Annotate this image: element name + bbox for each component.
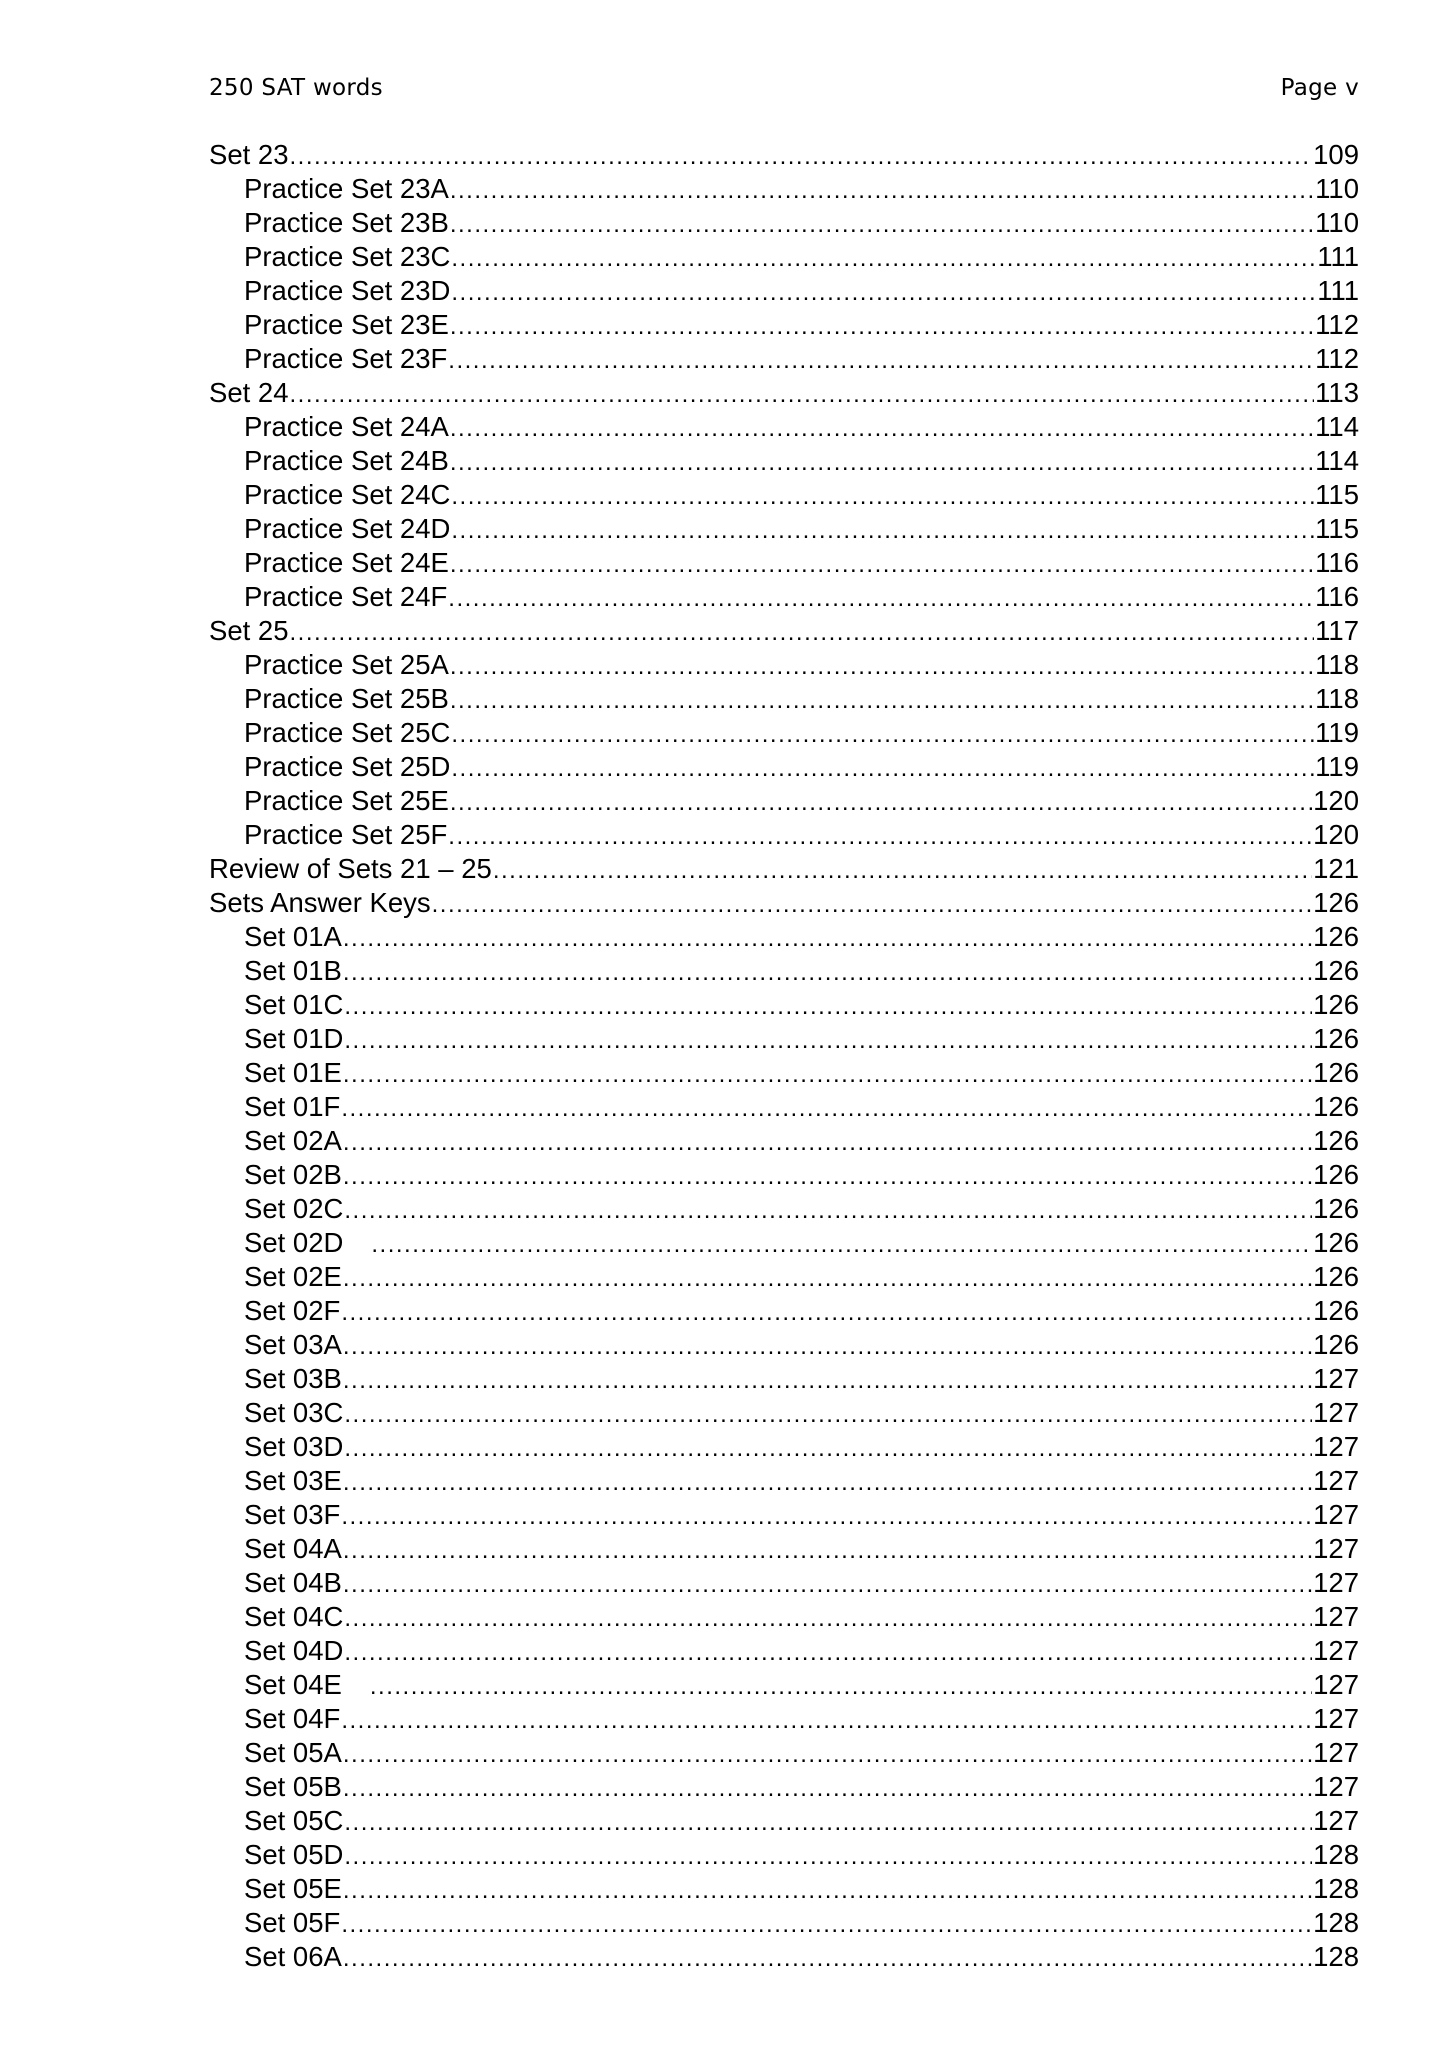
toc-entry-label: Practice Set 25C (244, 717, 451, 748)
dot-leader (450, 548, 1314, 582)
dot-leader (341, 1296, 1312, 1330)
toc-entry[interactable] (209, 206, 1359, 240)
toc-entry[interactable] (209, 274, 1359, 308)
dot-leader (448, 820, 1312, 854)
toc-entry-page-number: 112 (1315, 343, 1359, 374)
dot-leader (343, 1466, 1312, 1500)
toc-entry[interactable] (209, 172, 1359, 206)
toc-entry-label: Set 03D (244, 1431, 344, 1462)
toc-entry[interactable] (209, 444, 1359, 478)
toc-entry[interactable] (209, 1498, 1359, 1532)
toc-entry-page-number: 127 (1313, 1567, 1359, 1598)
toc-entry-page-number: 127 (1313, 1805, 1359, 1836)
toc-entry-page-number: 118 (1315, 649, 1359, 680)
toc-entry[interactable] (209, 580, 1359, 614)
table-of-contents (209, 138, 1359, 1974)
toc-entry[interactable] (209, 1566, 1359, 1600)
toc-entry-page-number: 127 (1313, 1737, 1359, 1768)
toc-entry-label: Sets Answer Keys (209, 887, 431, 918)
toc-entry-page-number: 126 (1313, 1227, 1359, 1258)
toc-entry[interactable] (209, 1838, 1359, 1872)
toc-entry-page-number: 128 (1313, 1873, 1359, 1904)
dot-leader (290, 616, 1315, 650)
page-header (209, 72, 1359, 104)
toc-entry-label: Practice Set 25F (244, 819, 448, 850)
toc-entry-label: Set 03B (244, 1363, 342, 1394)
toc-entry[interactable] (209, 818, 1359, 852)
toc-entry[interactable] (209, 988, 1359, 1022)
toc-entry[interactable] (209, 478, 1359, 512)
dot-leader (451, 718, 1314, 752)
dot-leader (343, 1772, 1312, 1806)
toc-entry-label: Set 01E (244, 1057, 342, 1088)
toc-entry[interactable] (209, 1396, 1359, 1430)
toc-entry-page-number: 114 (1315, 445, 1359, 476)
toc-entry-label: Set 01C (244, 989, 344, 1020)
toc-entry-label: Set 03C (244, 1397, 344, 1428)
dot-leader (450, 412, 1314, 446)
toc-entry-label: Set 05C (244, 1805, 344, 1836)
dot-leader (448, 344, 1314, 378)
toc-entry-label: Set 06A (244, 1941, 342, 1972)
dot-leader (450, 446, 1314, 480)
toc-entry-page-number: 109 (1313, 139, 1359, 170)
toc-entry-label: Set 02D (244, 1227, 344, 1258)
dot-leader (290, 140, 1313, 174)
toc-entry-page-number: 111 (1317, 241, 1359, 272)
toc-entry-label: Set 02B (244, 1159, 342, 1190)
dot-leader (450, 208, 1314, 242)
toc-entry-page-number: 120 (1313, 819, 1359, 850)
toc-entry-label: Practice Set 24F (244, 581, 448, 612)
dot-leader (341, 1908, 1312, 1942)
toc-entry[interactable] (209, 1872, 1359, 1906)
toc-entry-label: Set 02E (244, 1261, 342, 1292)
dot-leader (370, 1670, 1312, 1704)
dot-leader (343, 922, 1312, 956)
toc-entry[interactable] (209, 308, 1359, 342)
toc-entry-page-number: 112 (1315, 309, 1359, 340)
toc-entry-label: Practice Set 23B (244, 207, 449, 238)
toc-entry-label: Set 24 (209, 377, 289, 408)
toc-entry-page-number: 111 (1317, 275, 1359, 306)
dot-leader (343, 1126, 1312, 1160)
dot-leader (451, 242, 1316, 276)
toc-entry[interactable] (209, 1600, 1359, 1634)
toc-entry[interactable] (209, 1022, 1359, 1056)
toc-entry[interactable] (209, 1532, 1359, 1566)
toc-entry-label: Set 02F (244, 1295, 341, 1326)
toc-entry-page-number: 127 (1313, 1669, 1359, 1700)
toc-entry-label: Set 04C (244, 1601, 344, 1632)
toc-entry-label: Set 04F (244, 1703, 341, 1734)
toc-entry-label: Practice Set 25A (244, 649, 449, 680)
toc-entry-page-number: 127 (1313, 1601, 1359, 1632)
dot-leader (343, 1738, 1312, 1772)
dot-leader (450, 786, 1312, 820)
toc-entry-page-number: 116 (1315, 581, 1359, 612)
dot-leader (450, 174, 1314, 208)
toc-entry-page-number: 114 (1315, 411, 1359, 442)
toc-entry[interactable] (209, 1056, 1359, 1090)
toc-entry-page-number: 128 (1313, 1907, 1359, 1938)
dot-leader (450, 310, 1314, 344)
toc-entry-label: Practice Set 24C (244, 479, 451, 510)
toc-entry-label: Set 02C (244, 1193, 344, 1224)
toc-entry[interactable] (209, 784, 1359, 818)
toc-entry-page-number: 126 (1313, 1295, 1359, 1326)
toc-entry[interactable] (209, 1158, 1359, 1192)
toc-entry[interactable] (209, 1124, 1359, 1158)
toc-entry-label: Set 01B (244, 955, 342, 986)
toc-entry-label: Practice Set 25B (244, 683, 449, 714)
toc-entry-label: Set 03F (244, 1499, 341, 1530)
toc-entry[interactable] (209, 1362, 1359, 1396)
toc-entry-label: Set 04A (244, 1533, 342, 1564)
toc-entry-label: Practice Set 23A (244, 173, 449, 204)
dot-leader (371, 1228, 1312, 1262)
toc-entry-label: Review of Sets 21 – 25 (209, 853, 492, 884)
toc-entry-page-number: 110 (1315, 207, 1359, 238)
toc-entry-label: Set 05A (244, 1737, 342, 1768)
toc-entry-label: Set 05B (244, 1771, 342, 1802)
toc-entry-label: Practice Set 25D (244, 751, 451, 782)
toc-entry[interactable] (209, 240, 1359, 274)
toc-entry-label: Set 05E (244, 1873, 342, 1904)
toc-entry-page-number: 126 (1313, 1091, 1359, 1122)
toc-entry[interactable] (209, 1430, 1359, 1464)
toc-entry-label: Practice Set 23E (244, 309, 449, 340)
toc-entry-label: Practice Set 23D (244, 275, 451, 306)
page-number-label: Page v (1280, 75, 1359, 101)
dot-leader (344, 1806, 1312, 1840)
dot-leader (343, 956, 1312, 990)
toc-entry-page-number: 126 (1313, 1159, 1359, 1190)
toc-entry[interactable] (209, 138, 1359, 172)
dot-leader (344, 1840, 1312, 1874)
dot-leader (432, 888, 1312, 922)
toc-entry[interactable] (209, 852, 1359, 886)
dot-leader (290, 378, 1315, 412)
dot-leader (451, 514, 1314, 548)
toc-entry[interactable] (209, 342, 1359, 376)
toc-entry-label: Practice Set 23F (244, 343, 448, 374)
dot-leader (341, 1500, 1312, 1534)
toc-entry-page-number: 126 (1313, 1057, 1359, 1088)
dot-leader (344, 1432, 1312, 1466)
toc-entry[interactable] (209, 682, 1359, 716)
toc-entry-page-number: 126 (1313, 887, 1359, 918)
toc-entry-label: Practice Set 23C (244, 241, 451, 272)
toc-entry-label: Set 02A (244, 1125, 342, 1156)
toc-entry-page-number: 115 (1315, 513, 1359, 544)
toc-entry-page-number: 115 (1315, 479, 1359, 510)
toc-entry[interactable] (209, 1328, 1359, 1362)
toc-entry[interactable] (209, 512, 1359, 546)
toc-entry-label: Set 04E (244, 1669, 342, 1700)
toc-entry-page-number: 126 (1313, 989, 1359, 1020)
dot-leader (344, 1194, 1312, 1228)
toc-entry-label: Set 01D (244, 1023, 344, 1054)
toc-entry-page-number: 119 (1315, 751, 1359, 782)
toc-entry-label: Set 23 (209, 139, 289, 170)
toc-entry[interactable] (209, 1736, 1359, 1770)
dot-leader (343, 1568, 1312, 1602)
toc-entry[interactable] (209, 546, 1359, 580)
toc-entry-page-number: 127 (1313, 1771, 1359, 1802)
toc-entry-page-number: 113 (1315, 377, 1359, 408)
toc-entry-page-number: 127 (1313, 1397, 1359, 1428)
toc-entry-page-number: 126 (1313, 1329, 1359, 1360)
toc-entry[interactable] (209, 886, 1359, 920)
toc-entry[interactable] (209, 716, 1359, 750)
dot-leader (451, 480, 1314, 514)
toc-entry-page-number: 117 (1315, 615, 1359, 646)
dot-leader (343, 1534, 1312, 1568)
toc-entry[interactable] (209, 1668, 1359, 1702)
toc-entry-page-number: 127 (1313, 1465, 1359, 1496)
dot-leader (343, 1058, 1312, 1092)
dot-leader (344, 1602, 1312, 1636)
toc-entry-label: Set 04D (244, 1635, 344, 1666)
toc-entry[interactable] (209, 1940, 1359, 1974)
toc-entry-label: Set 03A (244, 1329, 342, 1360)
toc-entry[interactable] (209, 1464, 1359, 1498)
dot-leader (448, 582, 1314, 616)
toc-entry-label: Set 05F (244, 1907, 341, 1938)
dot-leader (344, 1024, 1312, 1058)
toc-entry[interactable] (209, 954, 1359, 988)
toc-entry-page-number: 120 (1313, 785, 1359, 816)
dot-leader (344, 990, 1312, 1024)
toc-entry[interactable] (209, 920, 1359, 954)
dot-leader (343, 1262, 1312, 1296)
toc-entry-label: Set 01A (244, 921, 342, 952)
dot-leader (450, 684, 1314, 718)
toc-entry[interactable] (209, 376, 1359, 410)
toc-entry-label: Practice Set 24B (244, 445, 449, 476)
toc-entry[interactable] (209, 750, 1359, 784)
toc-entry-page-number: 110 (1315, 173, 1359, 204)
toc-entry-page-number: 128 (1313, 1941, 1359, 1972)
toc-entry-label: Set 01F (244, 1091, 341, 1122)
toc-entry[interactable] (209, 1702, 1359, 1736)
toc-entry-page-number: 127 (1313, 1363, 1359, 1394)
toc-entry-label: Set 04B (244, 1567, 342, 1598)
toc-entry[interactable] (209, 1260, 1359, 1294)
dot-leader (451, 276, 1316, 310)
toc-entry[interactable] (209, 1906, 1359, 1940)
toc-entry[interactable] (209, 614, 1359, 648)
toc-entry[interactable] (209, 1192, 1359, 1226)
toc-entry-page-number: 126 (1313, 921, 1359, 952)
toc-entry-page-number: 118 (1315, 683, 1359, 714)
toc-entry-page-number: 126 (1313, 1125, 1359, 1156)
toc-entry-page-number: 127 (1313, 1499, 1359, 1530)
dot-leader (343, 1330, 1312, 1364)
toc-entry-page-number: 127 (1313, 1533, 1359, 1564)
toc-entry-label: Practice Set 25E (244, 785, 449, 816)
dot-leader (343, 1874, 1312, 1908)
toc-entry-page-number: 119 (1315, 717, 1359, 748)
toc-entry-page-number: 127 (1313, 1635, 1359, 1666)
document-title: 250 SAT words (209, 75, 383, 101)
dot-leader (493, 854, 1312, 888)
toc-entry-page-number: 121 (1313, 853, 1359, 884)
dot-leader (343, 1160, 1312, 1194)
toc-entry-page-number: 127 (1313, 1703, 1359, 1734)
dot-leader (451, 752, 1314, 786)
dot-leader (341, 1704, 1312, 1738)
toc-entry-label: Set 03E (244, 1465, 342, 1496)
toc-entry[interactable] (209, 648, 1359, 682)
toc-entry[interactable] (209, 1770, 1359, 1804)
toc-entry-label: Practice Set 24E (244, 547, 449, 578)
toc-entry-page-number: 126 (1313, 1023, 1359, 1054)
toc-entry-page-number: 126 (1313, 1193, 1359, 1224)
dot-leader (343, 1364, 1312, 1398)
dot-leader (341, 1092, 1312, 1126)
toc-entry[interactable] (209, 1294, 1359, 1328)
dot-leader (344, 1398, 1312, 1432)
toc-entry-page-number: 126 (1313, 955, 1359, 986)
dot-leader (450, 650, 1314, 684)
toc-entry-page-number: 128 (1313, 1839, 1359, 1870)
toc-entry[interactable] (209, 1634, 1359, 1668)
toc-entry-label: Set 05D (244, 1839, 344, 1870)
dot-leader (344, 1636, 1312, 1670)
toc-entry-page-number: 126 (1313, 1261, 1359, 1292)
toc-entry-label: Practice Set 24A (244, 411, 449, 442)
toc-entry-page-number: 127 (1313, 1431, 1359, 1462)
toc-entry[interactable] (209, 1226, 1359, 1260)
toc-entry-label: Practice Set 24D (244, 513, 451, 544)
toc-entry[interactable] (209, 410, 1359, 444)
dot-leader (343, 1942, 1312, 1976)
toc-entry-page-number: 116 (1315, 547, 1359, 578)
toc-entry[interactable] (209, 1090, 1359, 1124)
toc-entry-label: Set 25 (209, 615, 289, 646)
toc-entry[interactable] (209, 1804, 1359, 1838)
